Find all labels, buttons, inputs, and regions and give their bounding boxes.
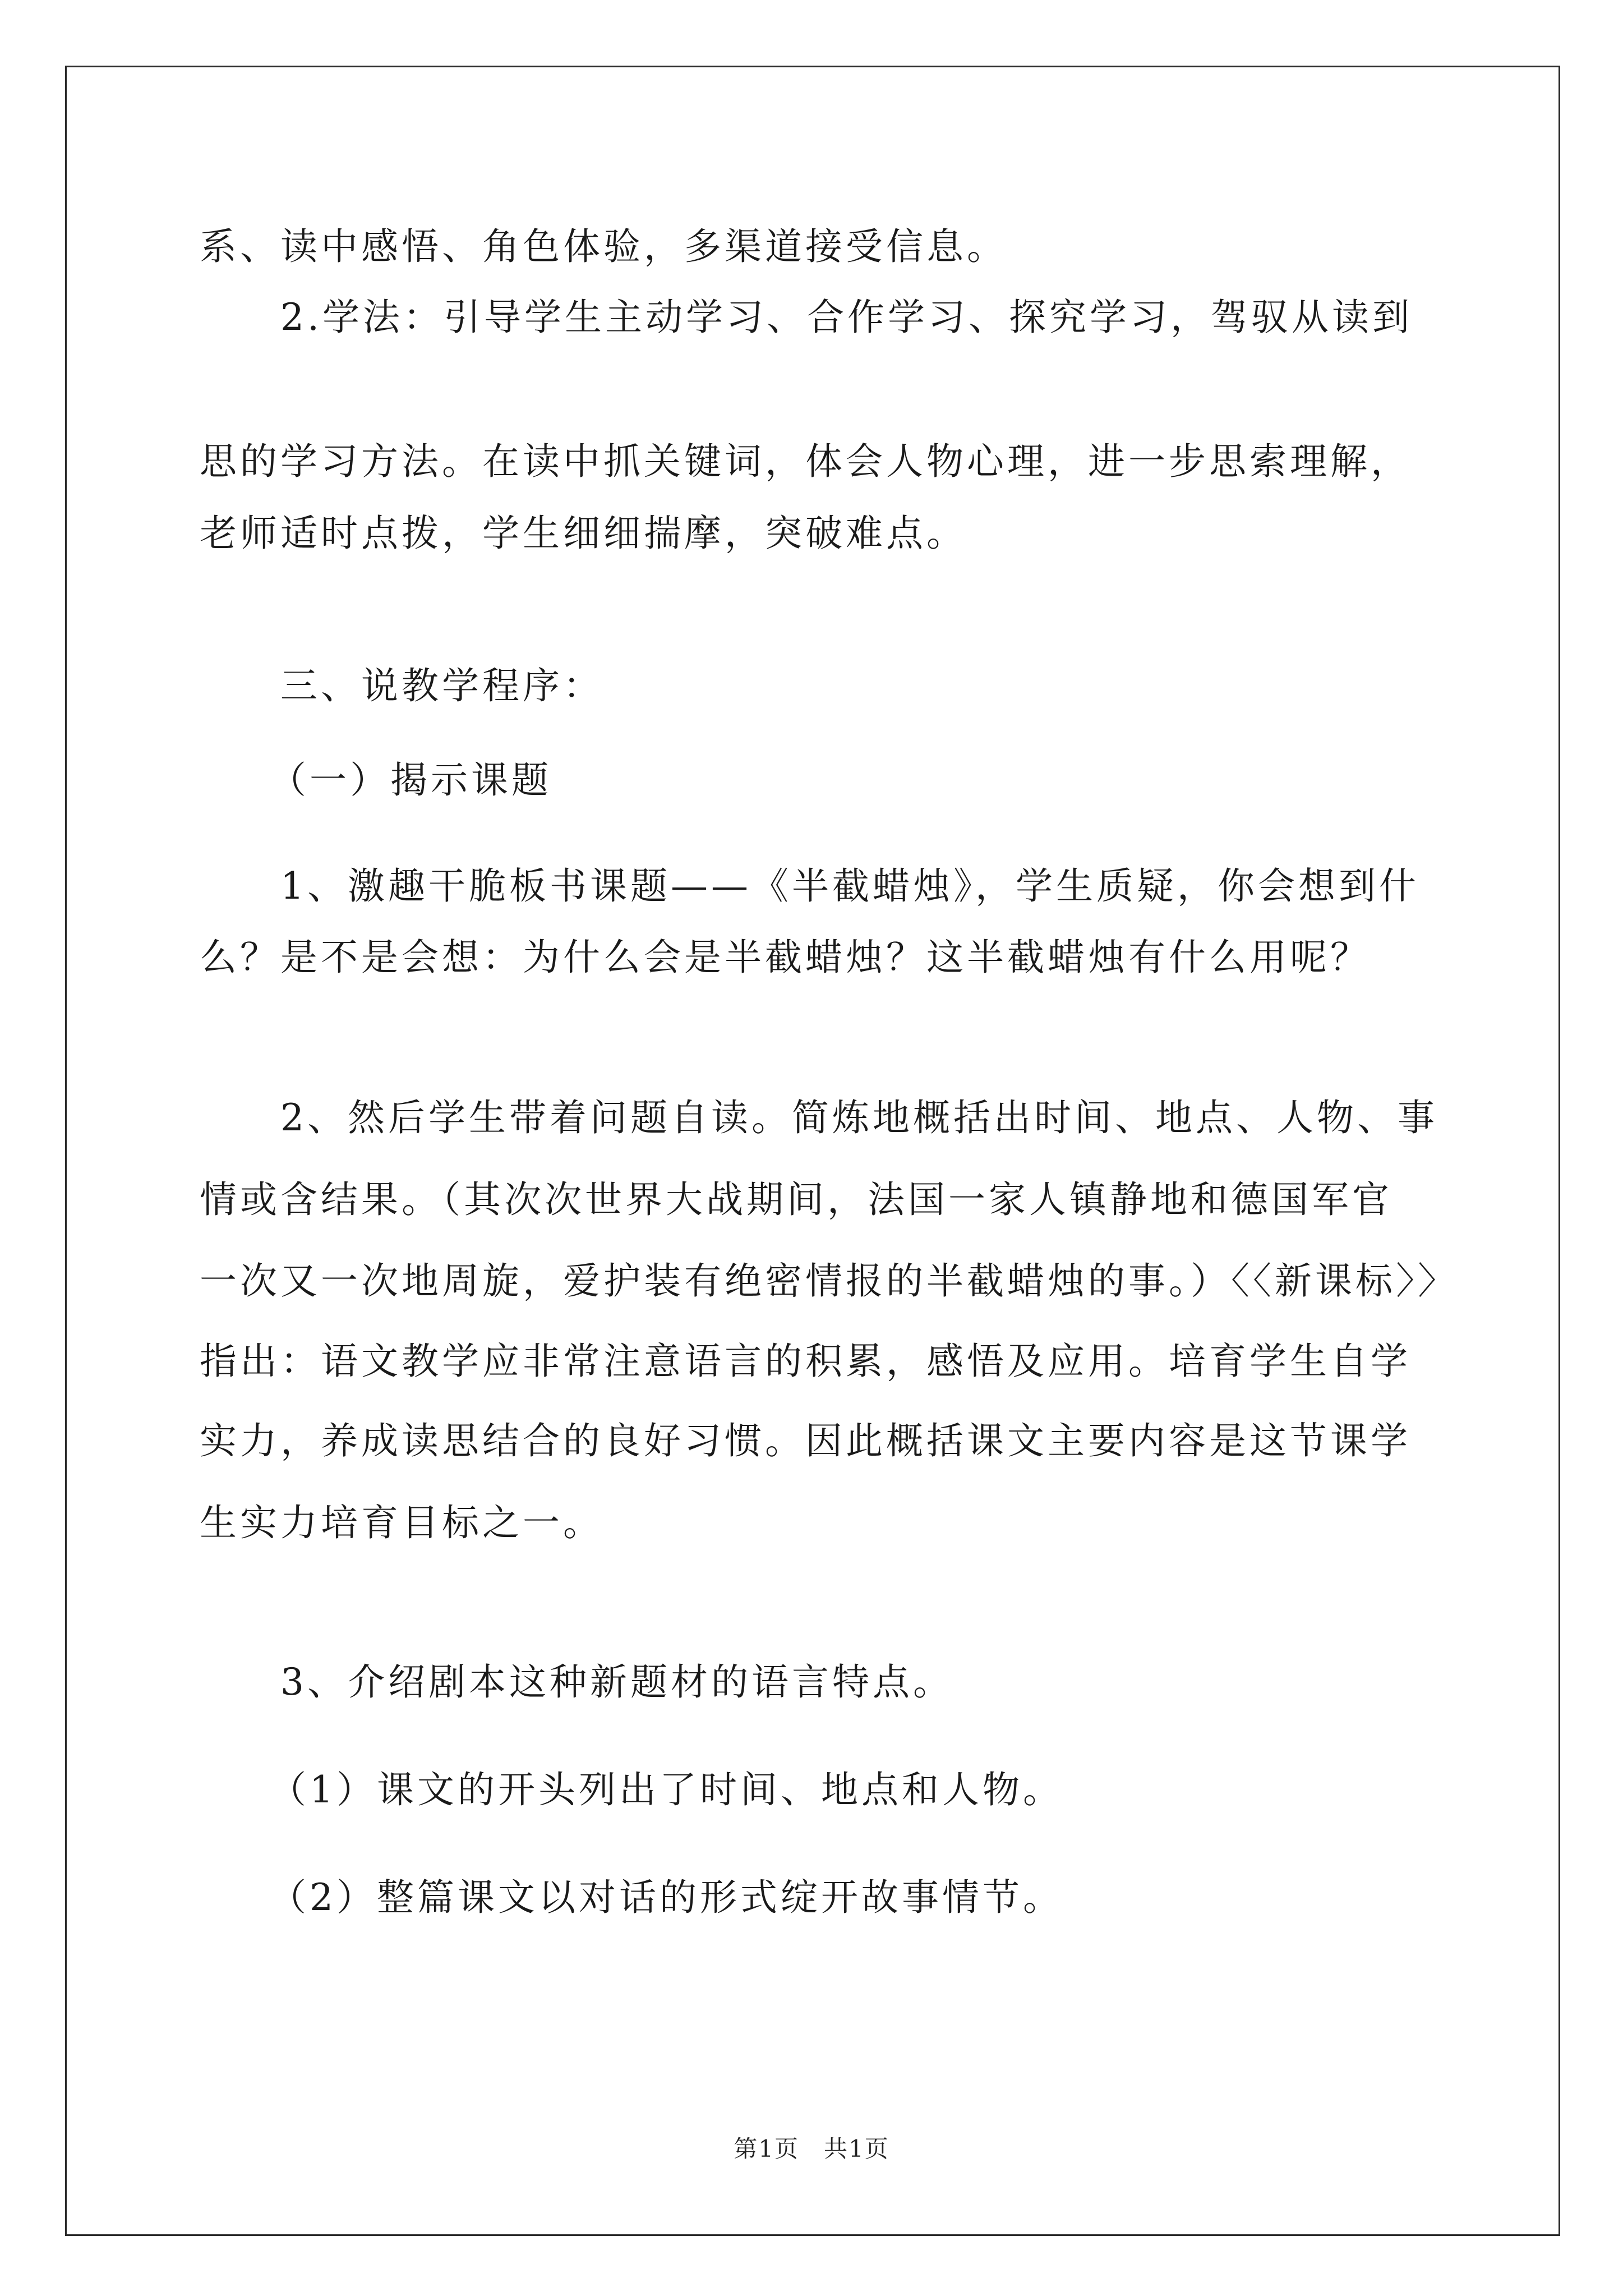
text-line: 思的学习方法。在读中抓关键词，体会人物心理，进一步思索理解， — [200, 440, 1411, 483]
text-line: 一次又一次地周旋，爱护装有绝密情报的半截蜡烛的事。）〈〈新课标〉〉 — [200, 1259, 1458, 1303]
text-line: 3、介绍剧本这种新题材的语言特点。 — [280, 1660, 953, 1704]
text-line: 2.学法：引导学生主动学习、合作学习、探究学习，驾驭从读到 — [280, 296, 1413, 339]
list-item: （1）课文的开头列出了时间、地点和人物。 — [269, 1768, 1063, 1811]
text-line: 么？是不是会想：为什么会是半截蜡烛？这半截蜡烛有什么用呢？ — [200, 936, 1371, 979]
section-heading: 三、说教学程序： — [280, 664, 603, 707]
text-line: 系、读中感悟、角色体验，多渠道接受信息。 — [200, 225, 1007, 268]
subsection-heading: （一）揭示课题 — [269, 758, 552, 802]
text-line: 2、然后学生带着问题自读。简炼地概括出时间、地点、人物、事 — [280, 1096, 1438, 1139]
text-line: 生实力培育目标之一。 — [200, 1501, 603, 1544]
text-line: 实力，养成读思结合的良好习惯。因此概括课文主要内容是这节课学 — [200, 1419, 1411, 1462]
text-line: 指出：语文教学应非常注意语言的积累，感悟及应用。培育学生自学 — [200, 1340, 1411, 1383]
text-line: 1、激趣干脆板书课题——《半截蜡烛》，学生质疑，你会想到什 — [280, 864, 1419, 908]
page-footer: 第1页 共1页 — [734, 2135, 889, 2162]
text-line: 情或含结果。（其次次世界大战期间，法国一家人镇静地和德国军官 — [200, 1178, 1393, 1221]
text-line: 老师适时点拨，学生细细揣摩，突破难点。 — [200, 512, 967, 555]
list-item: （2）整篇课文以对话的形式绽开故事情节。 — [269, 1876, 1063, 1919]
